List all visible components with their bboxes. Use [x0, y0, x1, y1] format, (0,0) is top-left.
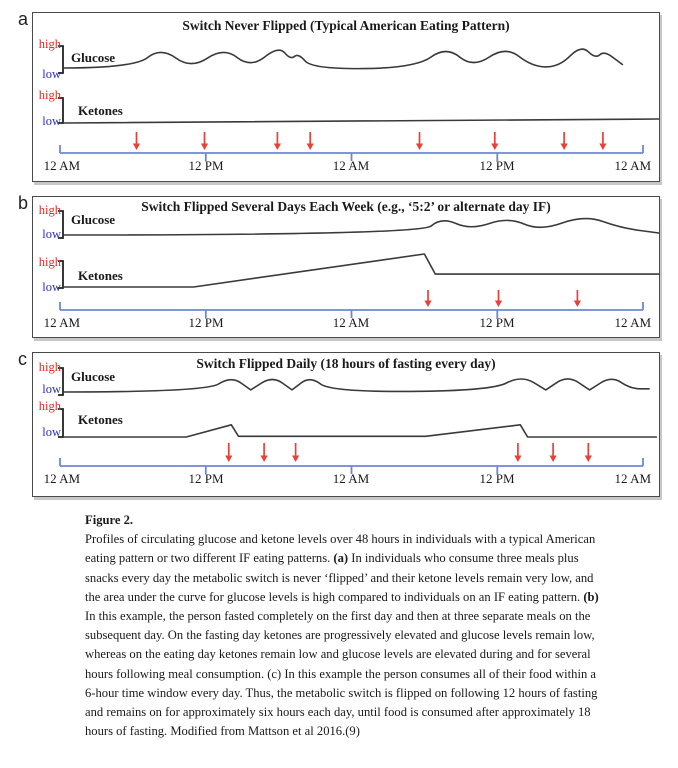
time-tick-label: 12 PM [479, 471, 515, 486]
meal-arrow-head [133, 144, 140, 151]
glucose-series-label: Glucose [71, 212, 116, 227]
glucose-low-label: low [42, 67, 61, 81]
caption-bold-segment: (b) [583, 589, 599, 604]
time-tick-label: 12 PM [188, 158, 224, 173]
time-tick-label: 12 AM [43, 315, 81, 330]
meal-arrow-head [201, 144, 208, 151]
glucose-trace [64, 219, 659, 235]
time-tick-label: 12 PM [479, 158, 515, 173]
meal-arrow-head [261, 456, 268, 463]
time-tick-label: 12 PM [188, 315, 224, 330]
glucose-series-label: Glucose [71, 369, 116, 384]
ketones-high-label: high [38, 399, 61, 413]
ketones-low-label: low [42, 425, 61, 439]
meal-arrow-head [424, 301, 431, 308]
meal-arrow-head [514, 456, 521, 463]
panel-a [18, 9, 660, 182]
meal-arrow-head [495, 301, 502, 308]
ketones-trace [64, 254, 659, 287]
meal-arrow-head [599, 144, 606, 151]
ketones-high-label: high [38, 88, 61, 102]
meal-arrow-head [225, 456, 232, 463]
caption-segment: In this example, the person fasted completely on the first day and then at three separate meals on the subsequent day. On the fasting day ketones are progressively elevated and glucose levels remain low, whereas on the eating day ketones remain low and glucose levels are elevated during and for several hours following meal consumption. (c) In this example the person consumes all of their food within a 6-hour time window every day. Thus, the metabolic switch is flipped on following 12 hours of fasting and remains on for approximately six hours each day, until food is consumed after approximately 18 hours of fasting. Modified from Mattson et al 2016.(9) [85, 609, 598, 739]
meal-arrow-head [307, 144, 314, 151]
meal-arrow-head [561, 144, 568, 151]
time-tick-label: 12 AM [332, 158, 370, 173]
panel-letter: b [18, 193, 29, 213]
ketones-series-label: Ketones [78, 103, 123, 118]
time-tick-label: 12 AM [614, 158, 652, 173]
glucose-trace [64, 49, 623, 68]
time-tick-label: 12 AM [43, 471, 81, 486]
time-tick-label: 12 AM [43, 158, 81, 173]
ketones-trace [64, 119, 659, 123]
glucose-low-label: low [42, 227, 61, 241]
time-tick-label: 12 AM [332, 315, 370, 330]
glucose-high-label: high [38, 37, 61, 51]
ketones-series-label: Ketones [78, 268, 123, 283]
glucose-low-label: low [42, 382, 61, 396]
time-tick-label: 12 PM [479, 315, 515, 330]
meal-arrow-head [550, 456, 557, 463]
panel-letter: c [18, 349, 27, 369]
ketones-series-label: Ketones [78, 412, 123, 427]
panel-title: Switch Flipped Daily (18 hours of fasting every day) [196, 356, 496, 371]
glucose-trace [64, 379, 650, 392]
panel-c [18, 349, 660, 497]
caption-bold-segment: (a) [333, 551, 349, 566]
time-tick-label: 12 AM [332, 471, 370, 486]
time-tick-label: 12 PM [188, 471, 224, 486]
ketones-low-label: low [42, 280, 61, 294]
caption-segment: Profiles of circulating glucose and ketone levels over 48 hours in individuals with a typical American eating pattern or two different IF eating patterns. [85, 532, 596, 566]
time-tick-label: 12 AM [614, 315, 652, 330]
caption-body [85, 530, 603, 741]
time-tick-label: 12 AM [614, 471, 652, 486]
meal-arrow-head [491, 144, 498, 151]
caption-segment: In individuals who consume three meals plus snacks every day the metabolic switch is never ‘flipped’ and their ketone levels remain very low, and the area under the curve for glucose levels is high compared to individuals on an IF eating pattern. [85, 551, 594, 604]
glucose-series-label: Glucose [71, 50, 116, 65]
ketones-high-label: high [38, 255, 61, 269]
meal-arrow-head [585, 456, 592, 463]
meal-arrow-head [292, 456, 299, 463]
figure-caption [85, 511, 603, 741]
panel-b [18, 193, 660, 338]
ketones-trace [64, 425, 657, 437]
panel-title: Switch Flipped Several Days Each Week (e.g., ‘5:2’ or alternate day IF) [141, 199, 551, 214]
panel-title: Switch Never Flipped (Typical American Eating Pattern) [182, 18, 510, 33]
meal-arrow-head [416, 144, 423, 151]
panel-letter: a [18, 9, 29, 29]
glucose-high-label: high [38, 203, 61, 217]
ketones-low-label: low [42, 114, 61, 128]
meal-arrow-head [574, 301, 581, 308]
caption-heading: Figure 2. [85, 513, 134, 527]
glucose-high-label: high [38, 360, 61, 374]
meal-arrow-head [274, 144, 281, 151]
